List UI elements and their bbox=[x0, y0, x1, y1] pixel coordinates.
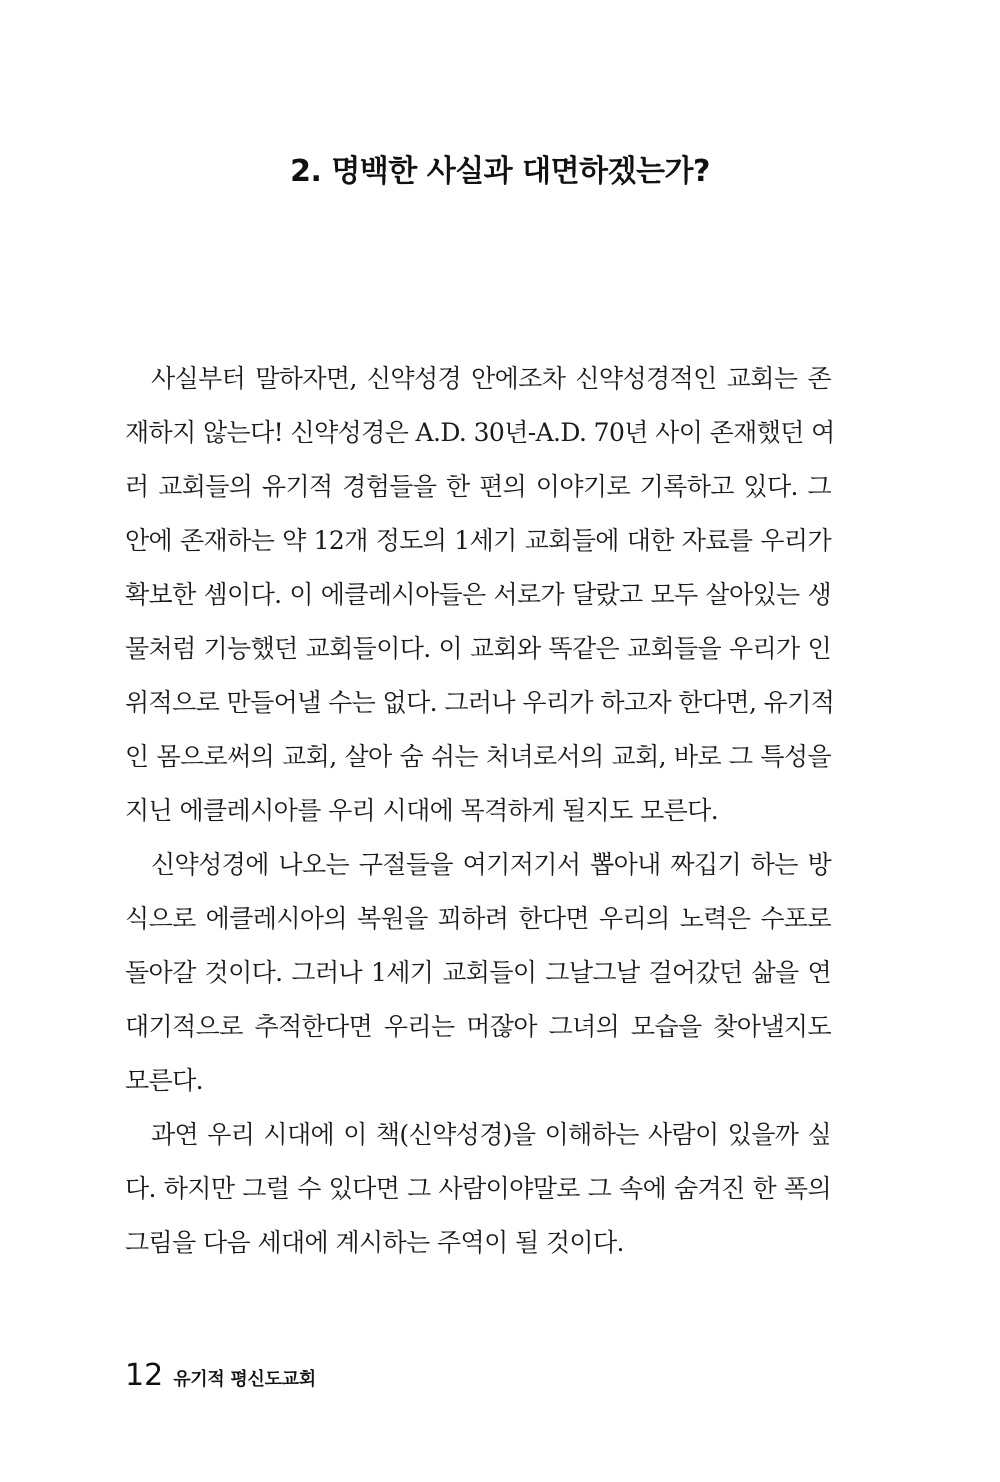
text-line: 사실부터 말하자면, 신약성경 안에조차 신약성경적인 교회는 존 bbox=[151, 364, 831, 393]
page-number: 12 bbox=[125, 1358, 164, 1393]
text-line: 안에 존재하는 약 12개 정도의 1세기 교회들에 대한 자료를 우리가 bbox=[125, 526, 831, 555]
page-footer bbox=[125, 1358, 316, 1398]
text-line: 러 교회들의 유기적 경험들을 한 편의 이야기로 기록하고 있다. 그 bbox=[125, 472, 831, 501]
text-line: 확보한 셈이다. 이 에클레시아들은 서로가 달랐고 모두 살아있는 생 bbox=[125, 580, 831, 609]
text-line: 지닌 에클레시아를 우리 시대에 목격하게 될지도 모른다. bbox=[125, 796, 719, 825]
text-line: 식으로 에클레시아의 복원을 꾀하려 한다면 우리의 노력은 수포로 bbox=[125, 904, 831, 933]
text-line: 재하지 않는다! 신약성경은 A.D. 30년-A.D. 70년 사이 존재했던 여 bbox=[125, 418, 835, 447]
text-line: 다. 하지만 그럴 수 있다면 그 사람이야말로 그 속에 숨겨진 한 폭의 bbox=[125, 1174, 831, 1203]
text-line: 과연 우리 시대에 이 책(신약성경)을 이해하는 사람이 있을까 싶 bbox=[151, 1120, 831, 1149]
chapter-heading: 2. 명백한 사실과 대면하겠는가? bbox=[290, 154, 710, 189]
text-line: 그림을 다음 세대에 계시하는 주역이 될 것이다. bbox=[125, 1228, 624, 1257]
text-line: 인 몸으로써의 교회, 살아 숨 쉬는 처녀로서의 교회, 바로 그 특성을 bbox=[125, 742, 831, 771]
text-line: 신약성경에 나오는 구절들을 여기저기서 뽑아내 짜깁기 하는 방 bbox=[151, 850, 831, 879]
running-title: 유기적 평신도교회 bbox=[173, 1369, 316, 1390]
text-line: 위적으로 만들어낼 수는 없다. 그러나 우리가 하고자 한다면, 유기적 bbox=[125, 688, 835, 717]
text-line: 대기적으로 추적한다면 우리는 머잖아 그녀의 모습을 찾아낼지도 bbox=[125, 1012, 831, 1041]
body-text bbox=[125, 352, 835, 1270]
text-line: 물처럼 기능했던 교회들이다. 이 교회와 똑같은 교회들을 우리가 인 bbox=[125, 634, 831, 663]
text-line: 모른다. bbox=[125, 1066, 203, 1095]
text-line: 돌아갈 것이다. 그러나 1세기 교회들이 그날그날 걸어갔던 삶을 연 bbox=[125, 958, 831, 987]
